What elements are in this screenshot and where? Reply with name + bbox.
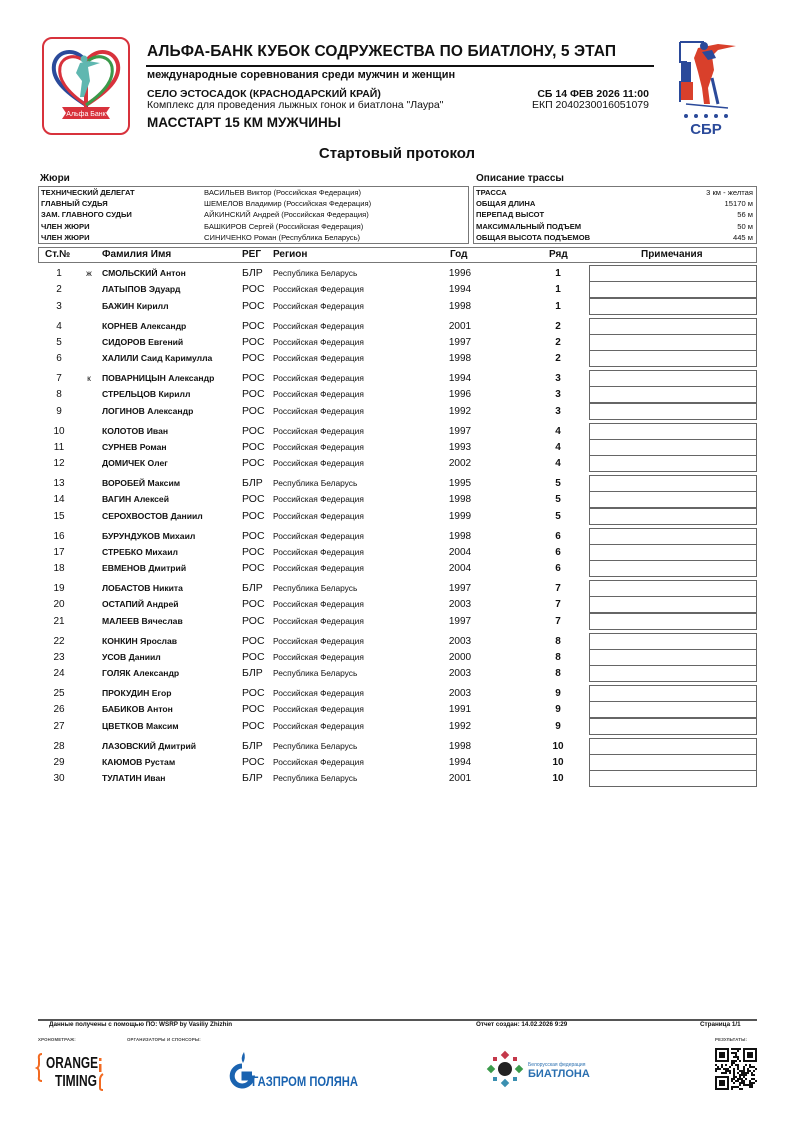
jury-role: ЧЛЕН ЖЮРИ [41, 222, 90, 231]
col-header-region: Регион [273, 249, 308, 260]
birth-year: 1995 [448, 478, 472, 489]
birth-year: 2001 [448, 320, 472, 332]
region-code: РОС [242, 283, 265, 296]
start-number: 25 [53, 688, 65, 699]
jury-person: ШЕМЕЛОВ Владимир (Российская Федерация) [204, 199, 372, 208]
athlete-name: БАБИКОВ Антон [102, 704, 173, 715]
region-name: Республика Беларусь [273, 268, 358, 278]
notes-field[interactable] [589, 281, 757, 298]
birth-year: 2001 [448, 773, 472, 785]
region-name: Российская Федерация [273, 336, 364, 347]
region-name: Республика Беларусь [273, 668, 358, 679]
venue-detail: Комплекс для проведения лыжных гонок и биатлона "Лаура" [147, 99, 444, 111]
region-code: БЛР [242, 772, 263, 785]
athlete-name: СМОЛЬСКИЙ Антон [102, 268, 186, 278]
athlete-name: ГОЛЯК Александр [102, 668, 180, 679]
athlete-name: ОСТАПИЙ Андрей [102, 599, 179, 610]
region-code: РОС [242, 457, 265, 470]
start-number: 12 [53, 458, 65, 470]
region-code: БЛР [242, 267, 263, 279]
region-name: Российская Федерация [273, 546, 364, 557]
region-name: Российская Федерация [273, 494, 364, 505]
start-list-header [38, 247, 757, 263]
start-row: 2 [555, 320, 561, 332]
region-code: РОС [242, 614, 265, 627]
region-name: Российская Федерация [273, 651, 364, 662]
qr-code-icon[interactable] [715, 1048, 757, 1090]
jury-row [39, 198, 468, 209]
athlete-name: СТРЕБКО Михаил [102, 546, 178, 557]
jury-row [39, 209, 468, 220]
region-code: РОС [242, 634, 265, 647]
athlete-name: ЛАЗОВСКИЙ Дмитрий [102, 740, 197, 751]
athlete-name: КОЛОТОВ Иван [102, 425, 169, 436]
orange-timing-logo [37, 1050, 107, 1092]
start-number: 19 [53, 583, 65, 594]
heart-biathlete-icon [44, 39, 128, 133]
belarus-biathlon-logo [486, 1048, 596, 1090]
region-code: РОС [242, 719, 265, 732]
notes-field[interactable] [589, 596, 757, 613]
region-name: Российская Федерация [273, 563, 364, 574]
course-label: Описание трассы [476, 173, 564, 184]
start-row: 6 [555, 546, 561, 558]
region-code: РОС [242, 509, 265, 522]
start-number: 21 [53, 615, 65, 627]
notes-field[interactable] [589, 613, 757, 630]
region-code: РОС [242, 529, 265, 542]
start-row: 1 [555, 284, 561, 296]
notes-field[interactable] [589, 265, 757, 282]
course-row [474, 232, 756, 243]
region-name: Российская Федерация [273, 458, 364, 469]
region-name: Российская Федерация [273, 599, 364, 610]
footer-page-number: Страница 1/1 [700, 1021, 741, 1028]
jury-row [39, 187, 468, 198]
sbr-logo [672, 38, 740, 138]
athlete-name: КОРНЕВ Александр [102, 320, 187, 331]
notes-field[interactable] [589, 475, 757, 492]
region-code: РОС [242, 299, 265, 312]
start-number: 1 [56, 268, 62, 279]
region-code: РОС [242, 598, 265, 611]
region-name: Российская Федерация [273, 320, 364, 331]
region-name: Российская Федерация [273, 615, 364, 626]
svg-text:ORANGE: ORANGE [46, 1055, 99, 1072]
athlete-name: СТРЕЛЬЦОВ Кирилл [102, 389, 191, 400]
region-code: БЛР [242, 582, 263, 594]
course-table [473, 186, 757, 244]
jury-row [39, 232, 468, 243]
jury-row [39, 221, 468, 232]
gazprom-flame-icon [230, 1050, 360, 1090]
start-number: 16 [53, 530, 65, 542]
athlete-name: ДОМИЧЕК Олег [102, 458, 168, 469]
start-number: 9 [56, 405, 62, 417]
document-title: Стартовый протокол [318, 145, 476, 162]
athlete-name: ТУЛАТИН Иван [102, 773, 166, 784]
region-name: Российская Федерация [273, 441, 364, 452]
region-name: Российская Федерация [273, 635, 364, 646]
notes-field[interactable] [589, 718, 757, 735]
region-code: РОС [242, 562, 265, 575]
athlete-mark: к [87, 373, 91, 383]
course-value: 445 м [732, 233, 753, 242]
notes-field[interactable] [589, 738, 757, 755]
birth-year: 1996 [448, 389, 472, 401]
start-row: 10 [552, 740, 564, 752]
col-header-name: Фамилия Имя [102, 249, 172, 260]
birth-year: 2003 [448, 688, 472, 699]
start-row: 6 [555, 530, 561, 542]
notes-field[interactable] [589, 439, 757, 456]
start-number: 27 [53, 720, 65, 732]
course-value: 50 м [737, 222, 753, 231]
birth-year: 1997 [448, 336, 472, 348]
notes-field[interactable] [589, 298, 757, 315]
birth-year: 1996 [448, 268, 472, 279]
start-row: 4 [555, 425, 561, 437]
notes-field[interactable] [589, 455, 757, 472]
notes-field[interactable] [589, 560, 757, 577]
svg-text:ГАЗПРОМ ПОЛЯНА: ГАЗПРОМ ПОЛЯНА [252, 1073, 358, 1089]
birth-year: 1997 [448, 425, 472, 437]
birth-year: 2003 [448, 635, 472, 647]
start-number: 20 [53, 599, 65, 611]
region-code: БЛР [242, 477, 263, 489]
jury-role: ЧЛЕН ЖЮРИ [41, 233, 90, 242]
region-name: Российская Федерация [273, 530, 364, 541]
athlete-name: ПОВАРНИЦЫН Александр [102, 373, 215, 383]
course-value: 15170 м [724, 199, 753, 208]
col-header-start-number: Ст.№ [45, 249, 71, 260]
notes-field[interactable] [589, 649, 757, 666]
region-name: Российская Федерация [273, 720, 364, 731]
start-row: 5 [555, 494, 561, 506]
start-row: 4 [555, 441, 561, 453]
notes-field[interactable] [589, 665, 757, 682]
birth-year: 2000 [448, 651, 472, 663]
start-number: 23 [53, 651, 65, 663]
athlete-mark: ж [86, 268, 92, 278]
start-number: 4 [56, 320, 62, 332]
region-name: Российская Федерация [273, 353, 364, 364]
start-number: 30 [53, 773, 65, 785]
athlete-name: УСОВ Даниил [102, 651, 161, 662]
notes-field[interactable] [589, 508, 757, 525]
start-number: 7 [56, 373, 62, 384]
results-label: РЕЗУЛЬТАТЫ: [715, 1037, 748, 1042]
region-name: Республика Беларусь [273, 478, 358, 488]
athlete-name: ЛОГИНОВ Александр [102, 405, 194, 416]
birth-year: 1997 [448, 583, 472, 594]
ekp-number: ЕКП 2040230016051079 [531, 99, 649, 111]
region-name: Республика Беларусь [273, 583, 358, 593]
region-name: Российская Федерация [273, 405, 364, 416]
start-row: 1 [555, 300, 561, 312]
birth-year: 1998 [448, 740, 472, 752]
notes-field[interactable] [589, 350, 757, 367]
jury-label: Жюри [40, 173, 70, 184]
orange-timing-icon [37, 1050, 107, 1092]
course-key: ТРАССА [476, 188, 507, 197]
col-header-row: Ряд [549, 249, 568, 260]
jury-person: СИНИЧЕНКО Роман (Республика Беларусь) [204, 233, 361, 242]
athlete-name: КОНКИН Ярослав [102, 635, 178, 646]
athlete-name: ПРОКУДИН Егор [102, 688, 172, 698]
start-row: 8 [555, 668, 561, 680]
athlete-name: МАЛЕЕВ Вячеслав [102, 615, 183, 626]
athlete-name: ЦВЕТКОВ Максим [102, 720, 179, 731]
svg-text:Альфа Банк: Альфа Банк [66, 111, 106, 118]
jury-role: ГЛАВНЫЙ СУДЬЯ [41, 199, 108, 208]
start-number: 17 [53, 546, 65, 558]
jury-person: БАШКИРОВ Сергей (Российская Федерация) [204, 222, 364, 231]
region-code: РОС [242, 493, 265, 506]
region-code: РОС [242, 372, 265, 384]
start-row: 5 [555, 478, 561, 489]
start-number: 22 [53, 635, 65, 647]
notes-field[interactable] [589, 701, 757, 718]
sponsors-label: ОРГАНИЗАТОРЫ И СПОНСОРЫ: [127, 1037, 201, 1042]
start-row: 9 [555, 688, 561, 699]
region-code: РОС [242, 319, 265, 332]
region-code: РОС [242, 335, 265, 348]
birth-year: 1992 [448, 720, 472, 732]
start-row: 3 [555, 405, 561, 417]
col-header-reg: РЕГ [242, 249, 262, 260]
birth-year: 2004 [448, 546, 472, 558]
course-row [474, 187, 756, 198]
region-name: Российская Федерация [273, 510, 364, 521]
region-name: Российская Федерация [273, 389, 364, 400]
birth-year: 1991 [448, 704, 472, 716]
region-code: РОС [242, 755, 265, 768]
athlete-name: БУРУНДУКОВ Михаил [102, 530, 196, 541]
results-qr-code[interactable] [715, 1048, 757, 1090]
start-row: 8 [555, 635, 561, 647]
region-code: РОС [242, 650, 265, 663]
birth-year: 1999 [448, 510, 472, 522]
start-row: 7 [555, 583, 561, 594]
jury-role: ТЕХНИЧЕСКИЙ ДЕЛЕГАТ [41, 188, 135, 197]
start-row: 7 [555, 599, 561, 611]
start-number: 13 [53, 478, 65, 489]
region-name: Республика Беларусь [273, 740, 358, 751]
region-code: РОС [242, 703, 265, 716]
notes-field[interactable] [589, 423, 757, 440]
course-row [474, 221, 756, 232]
start-number: 18 [53, 563, 65, 575]
start-row: 7 [555, 615, 561, 627]
athlete-name: СИДОРОВ Евгений [102, 336, 184, 347]
athlete-name: ЛАТЫПОВ Эдуард [102, 284, 181, 295]
course-value: 56 м [737, 210, 753, 219]
notes-field[interactable] [589, 334, 757, 351]
birth-year: 1994 [448, 373, 472, 384]
birth-year: 1997 [448, 615, 472, 627]
course-row [474, 209, 756, 220]
competition-subtitle: международные соревнования среди мужчин и женщин [147, 69, 456, 81]
notes-field[interactable] [589, 370, 757, 387]
start-number: 6 [56, 353, 62, 365]
region-code: РОС [242, 388, 265, 401]
start-row: 8 [555, 651, 561, 663]
region-code: РОС [242, 404, 265, 417]
start-row: 3 [555, 373, 561, 384]
start-number: 15 [53, 510, 65, 522]
start-number: 29 [53, 756, 65, 768]
start-row: 4 [555, 458, 561, 470]
birth-year: 2003 [448, 599, 472, 611]
course-key: МАКСИМАЛЬНЫЙ ПОДЪЕМ [476, 222, 582, 231]
venue-name: СЕЛО ЭСТОСАДОК (КРАСНОДАРСКИЙ КРАЙ) [147, 88, 381, 100]
start-row: 10 [552, 773, 564, 785]
birth-year: 1994 [448, 756, 472, 768]
svg-text:СБР: СБР [690, 121, 722, 138]
start-row: 6 [555, 563, 561, 575]
alfa-bank-cup-logo [42, 37, 130, 135]
start-row: 2 [555, 336, 561, 348]
title-divider [146, 65, 654, 67]
birth-year: 1998 [448, 300, 472, 312]
start-number: 8 [56, 389, 62, 401]
region-code: РОС [242, 545, 265, 558]
course-key: ОБЩАЯ ДЛИНА [476, 199, 536, 208]
notes-field[interactable] [589, 403, 757, 420]
col-header-year: Год [450, 249, 468, 260]
region-code: РОС [242, 352, 265, 365]
notes-field[interactable] [589, 633, 757, 650]
region-code: РОС [242, 687, 265, 699]
start-number: 5 [56, 336, 62, 348]
region-code: БЛР [242, 739, 263, 752]
athlete-name: ЕВМЕНОВ Дмитрий [102, 563, 187, 574]
course-row [474, 198, 756, 209]
svg-text:Белорусская федерация: Белорусская федерация [528, 1062, 586, 1068]
start-number: 28 [53, 740, 65, 752]
start-number: 26 [53, 704, 65, 716]
birth-year: 1992 [448, 405, 472, 417]
birth-year: 1998 [448, 353, 472, 365]
course-key: ПЕРЕПАД ВЫСОТ [476, 210, 545, 219]
jury-table [38, 186, 469, 244]
athlete-name: ВАГИН Алексей [102, 494, 169, 505]
athlete-name: СУРНЕВ Роман [102, 441, 167, 452]
start-number: 10 [53, 425, 65, 437]
region-name: Российская Федерация [273, 425, 364, 436]
start-number: 14 [53, 494, 65, 506]
birth-year: 1994 [448, 284, 472, 296]
notes-field[interactable] [589, 754, 757, 771]
region-name: Республика Беларусь [273, 773, 358, 784]
birth-year: 2004 [448, 563, 472, 575]
start-row: 9 [555, 720, 561, 732]
start-row: 10 [552, 756, 564, 768]
region-name: Российская Федерация [273, 373, 364, 383]
region-name: Российская Федерация [273, 284, 364, 295]
competition-title: АЛЬФА-БАНК КУБОК СОДРУЖЕСТВА ПО БИАТЛОНУ, 5 ЭТАП [147, 43, 617, 60]
footer-software: Данные получены с помощью ПО: WSRP by Vasiliy Zhizhin [49, 1021, 233, 1028]
region-name: Российская Федерация [273, 300, 364, 311]
start-row: 1 [555, 268, 561, 279]
gazprom-poliana-logo [230, 1050, 360, 1090]
svg-text:TIMING: TIMING [55, 1073, 97, 1090]
athlete-name: ВОРОБЕЙ Максим [102, 478, 181, 488]
jury-role: ЗАМ. ГЛАВНОГО СУДЬИ [41, 210, 132, 219]
col-header-notes: Примечания [641, 249, 703, 260]
jury-person: АЙКИНСКИЙ Андрей (Российская Федерация) [204, 210, 369, 219]
start-number: 3 [56, 300, 62, 312]
notes-field[interactable] [589, 770, 757, 787]
athlete-name: ЛОБАСТОВ Никита [102, 583, 183, 593]
start-number: 24 [53, 668, 65, 680]
event-datetime: СБ 14 ФЕВ 2026 11:00 [537, 88, 649, 100]
region-name: Российская Федерация [273, 756, 364, 767]
start-number: 11 [53, 441, 65, 453]
event-name: МАССТАРТ 15 КМ МУЖЧИНЫ [147, 115, 341, 130]
birth-year: 2003 [448, 668, 472, 680]
start-row: 5 [555, 510, 561, 522]
notes-field[interactable] [589, 386, 757, 403]
timing-label: ХРОНОМЕТРАЖ: [38, 1037, 76, 1042]
start-row: 2 [555, 353, 561, 365]
region-name: Российская Федерация [273, 704, 364, 715]
notes-field[interactable] [589, 491, 757, 508]
region-code: РОС [242, 440, 265, 453]
athlete-name: КАЮМОВ Рустам [102, 756, 176, 767]
notes-field[interactable] [589, 318, 757, 335]
start-row: 9 [555, 704, 561, 716]
birth-year: 2002 [448, 458, 472, 470]
start-number: 2 [56, 284, 62, 296]
region-code: РОС [242, 424, 265, 437]
athlete-name: ХАЛИЛИ Саид Каримулла [102, 353, 213, 364]
birth-year: 1993 [448, 441, 472, 453]
athlete-name: СЕРОХВОСТОВ Даниил [102, 510, 203, 521]
jury-person: ВАСИЛЬЕВ Виктор (Российская Федерация) [204, 188, 361, 197]
birth-year: 1998 [448, 530, 472, 542]
footer-created: Отчет создан: 14.02.2026 9:29 [476, 1021, 568, 1028]
notes-field[interactable] [589, 685, 757, 702]
biathlon-ornament-icon [486, 1048, 596, 1090]
svg-text:БИАТЛОНА: БИАТЛОНА [528, 1068, 590, 1080]
biathlete-shooter-icon [672, 38, 740, 138]
athlete-name: БАЖИН Кирилл [102, 300, 169, 311]
start-row: 3 [555, 389, 561, 401]
course-value: 3 км - желтая [706, 188, 753, 197]
region-name: Российская Федерация [273, 688, 364, 698]
birth-year: 1998 [448, 494, 472, 506]
region-code: БЛР [242, 667, 263, 680]
notes-field[interactable] [589, 580, 757, 597]
course-key: ОБЩАЯ ВЫСОТА ПОДЪЕМОВ [476, 233, 591, 242]
notes-field[interactable] [589, 528, 757, 545]
notes-field[interactable] [589, 544, 757, 561]
